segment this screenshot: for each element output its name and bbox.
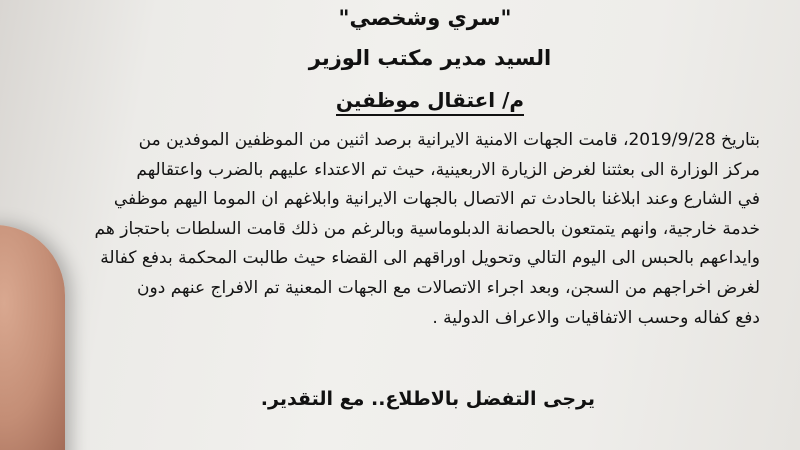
body-line: في الشارع وعند ابلاغنا بالحادث تم الاتصال بالجهات الايرانية وابلاغهم ان الموما اليهم موظفي	[113, 189, 760, 210]
body-line: بتاريخ 2019/9/28، قامت الجهات الامنية الايرانية برصد اثنين من الموظفين الموفدين من	[138, 130, 760, 150]
body-line: دفع كفاله وحسب الاتفاقيات والاعراف الدولية .	[432, 307, 760, 328]
body-line: لغرض اخراجهم من السجن، وبعد اجراء الاتصالات مع الجهات المعنية تم الافراج عنهم دون	[137, 277, 760, 298]
closing-line: يرجى التفضل بالاطلاع.. مع التقدير.	[260, 388, 595, 410]
subject-text: م/ اعتقال موظفين	[336, 88, 524, 116]
classification-label: "سري وشخصي"	[338, 6, 512, 30]
thumb-in-frame	[0, 225, 65, 450]
subject-line	[0, 88, 800, 112]
body-line: وايداعهم بالحبس الى اليوم التالي وتحويل اوراقهم الى القضاء حيث طالبت المحكمة بدفع كفالة	[100, 248, 760, 269]
body-line: مركز الوزارة الى بعثتنا لغرض الزيارة الاربعينية، حيث تم الاعتداء عليهم بالضرب واعتقالهم	[136, 159, 760, 180]
addressee-line: السيد مدير مكتب الوزير	[308, 46, 552, 70]
body-line: خدمة خارجية، وانهم يتمتعون بالحصانة الدبلوماسية وبالرغم من ذلك قامت السلطات باحتجاز هم	[95, 218, 760, 239]
letter-body	[95, 126, 760, 333]
